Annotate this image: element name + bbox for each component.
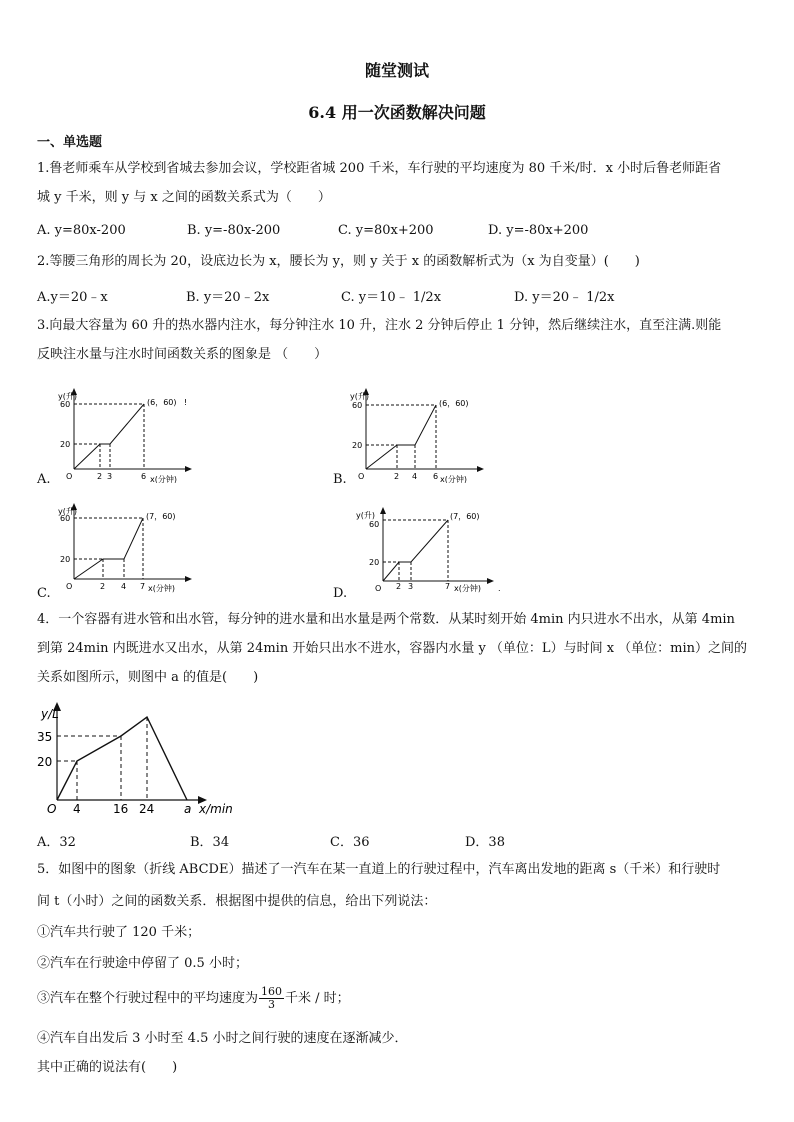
q5-prompt: 其中正确的说法有( )	[37, 1060, 178, 1075]
graph-b-point-label: (6，60)	[439, 399, 469, 408]
q5-statement-3	[37, 984, 759, 1014]
graph-d-xtick-1: 2	[396, 582, 402, 591]
graph-b-ylabel: y(升)	[350, 392, 369, 401]
q4-graph-xlabel: x/min	[199, 802, 233, 816]
graph-d-ylabel: y(升)	[356, 511, 375, 520]
graph-d-origin: O	[375, 584, 382, 593]
graph-a-ytick-60: 60	[60, 400, 71, 409]
graph-d-xtick-2: 3	[408, 582, 414, 591]
graph-c-point-label: (7，60)	[146, 512, 176, 521]
q5-statement-3-suffix: 千米 / 时；	[285, 991, 350, 1006]
q5-statement-3-prefix: ③汽车在整个行驶过程中的平均速度为	[37, 991, 259, 1006]
graph-d-xlabel: x(分钟)	[454, 584, 481, 593]
graph-a-xtick-1: 2	[97, 472, 103, 481]
q2-text: 2.等腰三角形的周长为 20，设底边长为 x，腰长为 y，则 y 关于 x 的函数解析式为（x 为自变量）( )	[37, 254, 640, 269]
q1-option-a: A. y=80x-200	[37, 223, 126, 238]
q5-statement-4: ④汽车自出发后 3 小时至 4.5 小时之间行驶的速度在逐渐减少．	[37, 1031, 408, 1046]
graph-a-point-label: (6，60)	[147, 398, 177, 407]
q5-fraction	[259, 986, 284, 1011]
graph-d-ytick-20: 20	[369, 558, 380, 567]
graph-a-origin: O	[66, 472, 73, 481]
q5-fraction-numerator: 160	[261, 985, 283, 998]
graph-d-point-label: (7，60)	[450, 512, 480, 521]
graph-b-ytick-60: 60	[352, 401, 363, 410]
q4-graph-xtick-16: 16	[113, 802, 129, 816]
q5-statement-2: ②汽车在行驶途中停留了 0.5 小时；	[37, 956, 248, 971]
q1-text-line2: 城 y 千米，则 y 与 x 之间的函数关系式为（ ）	[37, 190, 331, 205]
q1-option-c: C. y=80x+200	[338, 223, 434, 238]
q5-statement-1: ①汽车共行驶了 120 千米；	[37, 925, 201, 940]
q2-option-b: B. y＝20﹣2x	[186, 290, 270, 305]
graph-a-ylabel: y(升)	[58, 392, 77, 401]
q4-graph-xtick-4: 4	[73, 802, 81, 816]
graph-a-xlabel: x(分钟)	[150, 475, 177, 483]
graph-b-xtick-3: 6	[433, 472, 439, 481]
q4-option-c: C．36	[330, 835, 370, 850]
q4-graph-ylabel: y/L	[41, 707, 59, 721]
graph-b-ytick-20: 20	[352, 441, 363, 450]
q5-text-line2: 间 t（小时）之间的函数关系．根据图中提供的信息，给出下列说法：	[37, 894, 437, 909]
q3-graph-b	[350, 388, 500, 483]
graph-b-xtick-2: 4	[412, 472, 418, 481]
graph-c-xtick-2: 4	[121, 582, 127, 591]
q3-option-b-label: B.	[333, 472, 347, 487]
q4-text-line2: 到第 24min 内既进水又出水，从第 24min 开始只出水不进水，容器内水量 y （单位：L）与时间 x （单位：min）之间的	[37, 641, 748, 656]
q4-graph-origin: O	[47, 802, 57, 816]
graph-d-stray-mark: .	[498, 584, 501, 593]
graph-a-xtick-2: 3	[107, 472, 113, 481]
graph-d-ytick-60: 60	[369, 520, 380, 529]
q5-fraction-denominator: 3	[268, 998, 276, 1011]
q3-option-d-label: D.	[333, 586, 348, 601]
graph-a-xtick-3: 6	[141, 472, 147, 481]
q1-option-d: D. y=-80x+200	[488, 223, 589, 238]
q4-option-d: D．38	[465, 835, 505, 850]
q1-text-line1: 1.鲁老师乘车从学校到省城去参加会议，学校距省城 200 千米，车行驶的平均速度为 80 千米/时．x 小时后鲁老师距省	[37, 161, 722, 176]
q3-graph-d	[350, 507, 510, 597]
q4-graph	[37, 702, 267, 822]
graph-b-xlabel: x(分钟)	[440, 475, 467, 483]
graph-c-ytick-20: 20	[60, 555, 71, 564]
q4-graph-xtick-24: 24	[139, 802, 155, 816]
graph-c-xtick-3: 7	[140, 582, 146, 591]
q4-graph-ytick-35: 35	[37, 730, 53, 744]
q3-option-a-label: A.	[37, 472, 51, 487]
graph-c-ytick-60: 60	[60, 514, 71, 523]
graph-c-xlabel: x(分钟)	[148, 584, 175, 593]
page-subtitle: 6.4 用一次函数解决问题	[308, 103, 486, 122]
graph-c-origin: O	[66, 582, 73, 591]
q2-option-a: A.y＝20﹣x	[37, 290, 108, 305]
graph-a-ytick-20: 20	[60, 440, 71, 449]
page-title: 随堂测试	[364, 61, 429, 80]
q1-option-b: B. y=-80x-200	[187, 223, 281, 238]
q3-text-line1: 3.向最大容量为 60 升的热水器内注水，每分钟注水 10 升，注水 2 分钟后停止 1 分钟，然后继续注水，直至注满.则能	[37, 318, 722, 333]
q2-option-d: D. y＝20﹣ 1/2x	[514, 290, 615, 305]
graph-b-xtick-1: 2	[394, 472, 400, 481]
q2-option-c: C. y＝10﹣ 1/2x	[341, 290, 442, 305]
q4-option-b: B．34	[190, 835, 230, 850]
q3-graph-c	[58, 503, 208, 593]
q4-graph-ytick-20: 20	[37, 755, 53, 769]
graph-a-stray-mark: !	[184, 398, 188, 407]
graph-c-ylabel: y(升)	[58, 507, 77, 516]
section-heading: 一、单选题	[37, 135, 103, 150]
graph-b-origin: O	[358, 472, 365, 481]
graph-d-xtick-3: 7	[445, 582, 451, 591]
q3-text-line2: 反映注水量与注水时间函数关系的图象是 （ ）	[37, 347, 328, 362]
q4-text-line1: 4．一个容器有进水管和出水管，每分钟的进水量和出水量是两个常数．从某时刻开始 4min 内只进水不出水，从第 4min	[37, 612, 735, 627]
q3-graph-a	[58, 388, 208, 483]
q3-option-c-label: C.	[37, 586, 51, 601]
graph-c-xtick-1: 2	[100, 582, 106, 591]
q5-text-line1: 5．如图中的图象（折线 ABCDE）描述了一汽车在某一直道上的行驶过程中，汽车离出发地的距离 s（千米）和行驶时	[37, 862, 721, 877]
q4-text-line3: 关系如图所示，则图中 a 的值是( )	[37, 670, 259, 685]
q4-graph-xtick-a: a	[184, 802, 192, 816]
q4-option-a: A．32	[37, 835, 76, 850]
